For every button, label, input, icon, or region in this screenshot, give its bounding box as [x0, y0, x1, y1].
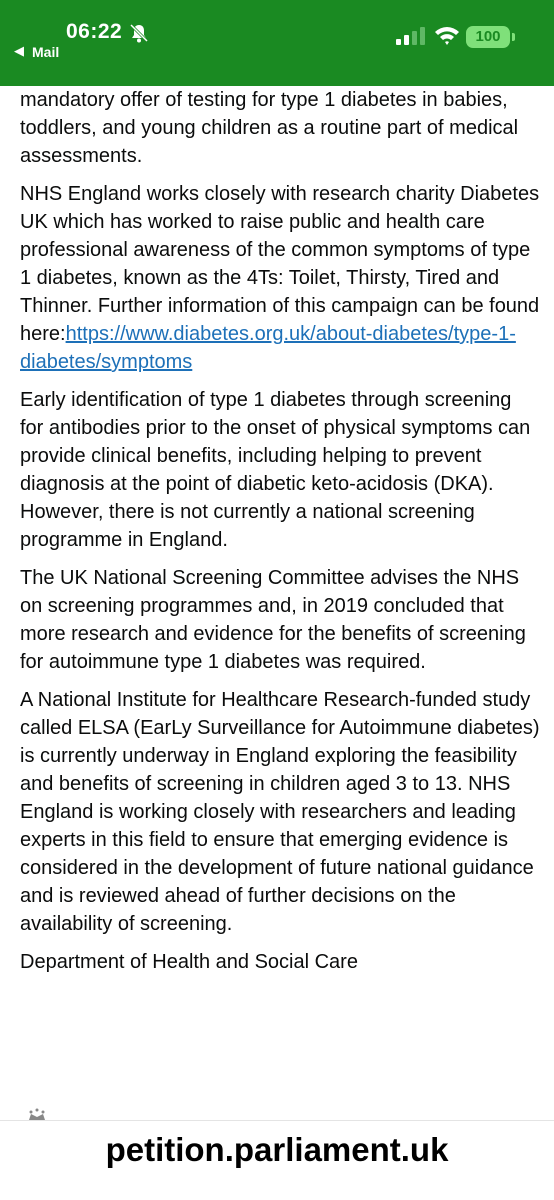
article-paragraph: The UK National Screening Committee advises the NHS on screening programmes and, in 2019 concluded that more research and evidence for the benefits of screening for autoimmune type 1 diabetes was required.: [20, 567, 526, 673]
symptoms-link[interactable]: https://www.diabetes.org.uk/about-diabetes/type-1-diabetes/symptoms: [20, 323, 516, 373]
url-text[interactable]: petition.parliament.uk: [105, 1131, 449, 1168]
wifi-icon: [433, 24, 461, 46]
article-paragraph: [20, 180, 540, 376]
battery-nub: [512, 33, 515, 41]
article-content: [20, 86, 540, 986]
article-paragraph: Early identification of type 1 diabetes through screening for antibodies prior to the onset of physical symptoms can provide clinical benefits, including helping to prevent diagnosis at the point of diabetic keto-acidosis (DKA). However, there is not currently a national screening programme in England.: [20, 389, 531, 551]
department-signature: Department of Health and Social Care: [20, 951, 358, 973]
cellular-signal-icon: [395, 26, 427, 46]
article-paragraph-text: NHS England works closely with research charity Diabetes UK which has worked to raise public and health care professional awareness of the common symptoms of type 1 diabetes, known as the 4Ts: Toilet, Thirsty, Tired and Thinner. Further information of this campaign can be found here:: [20, 183, 540, 345]
back-arrow-icon[interactable]: ◀: [14, 43, 24, 58]
back-to-mail-button[interactable]: Mail: [32, 44, 60, 60]
browser-url-bar[interactable]: [0, 1120, 554, 1200]
status-time: 06:22: [66, 20, 123, 43]
article-paragraph: A National Institute for Healthcare Research-funded study called ELSA (EarLy Surveillance for Autoimmune diabetes) is currently underway in England exploring the feasibility and benefits of screening in children aged 3 to 13. NHS England is working closely with researchers and leading experts in this field to ensure that emerging evidence is considered in the development of future national guidance and is reviewed ahead of further decisions on the availability of screening.: [20, 689, 540, 935]
bell-slash-icon: [128, 22, 150, 44]
article-paragraph: mandatory offer of testing for type 1 diabetes in babies, toddlers, and young children as a routine part of medical assessments.: [20, 89, 519, 167]
status-bar: [0, 0, 554, 86]
battery-icon: 100: [466, 26, 510, 48]
